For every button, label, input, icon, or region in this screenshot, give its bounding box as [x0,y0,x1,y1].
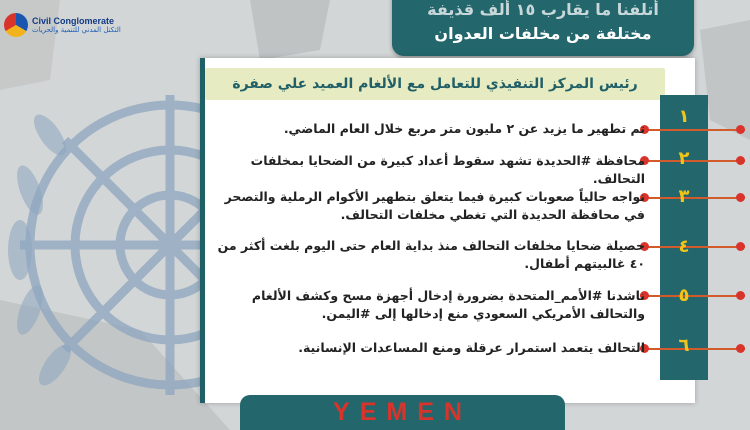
item-number: ٢ [678,148,690,169]
item-number: ٥ [678,285,690,306]
headline-line-1: أتلفنا ما يقارب ١٥ ألف قذيفة [427,0,659,19]
headline-line-2: مختلفة من مخلفات العدوان [434,24,652,43]
bullet-dot-icon [736,193,745,202]
item-number: ٤ [678,236,690,257]
logo [4,2,121,48]
item-text: محافظة #الحديدة تشهد سقوط أعداد كبيرة من الضحايا بمخلفات التحالف. [250,153,645,186]
bullet-dot-icon [736,156,745,165]
item-number: ٣ [678,186,690,207]
logo-mark-icon [4,13,28,37]
logo-tagline: التكتل المدني للتنمية والحريات [32,26,121,34]
item-text: تم تطهير ما يزيد عن ٢ مليون متر مربع خلال العام الماضي. [283,121,645,136]
item-text: ناشدنا #الأمم_المتحدة بضرورة إدخال أجهزة مسح وكشف الألغام والتحالف الأمريكي السعودي منع إدخالها إلى #اليمن. [251,288,645,321]
item-text: حصيلة ضحايا مخلفات التحالف منذ بداية العام حتى اليوم بلغت أكثر من ٤٠ غالبيتهم أطفال. [217,238,645,271]
item-text: التحالف يتعمد استمرار عرقلة ومنع المساعدات الإنسانية. [298,340,645,355]
item-text: نواجه حالياً صعوبات كبيرة فيما يتعلق بتطهير الأكوام الرملية والتصحر في محافظة الحديدة التي تغطي مخلفات التحالف. [224,189,645,222]
item-number: ٦ [678,335,690,356]
item-connector [640,129,745,131]
footer-yemen-label: YEMEN [240,395,565,430]
bullet-dot-icon [736,344,745,353]
headline-banner [392,0,694,56]
bullet-dot-icon [736,291,745,300]
subtitle: رئيس المركز التنفيذي للتعامل مع الألغام العميد علي صفرة [205,68,665,100]
item-number: ١ [678,106,690,127]
logo-name: Civil Conglomerate [32,16,115,26]
bullet-dot-icon [736,242,745,251]
bullet-dot-icon [736,125,745,134]
